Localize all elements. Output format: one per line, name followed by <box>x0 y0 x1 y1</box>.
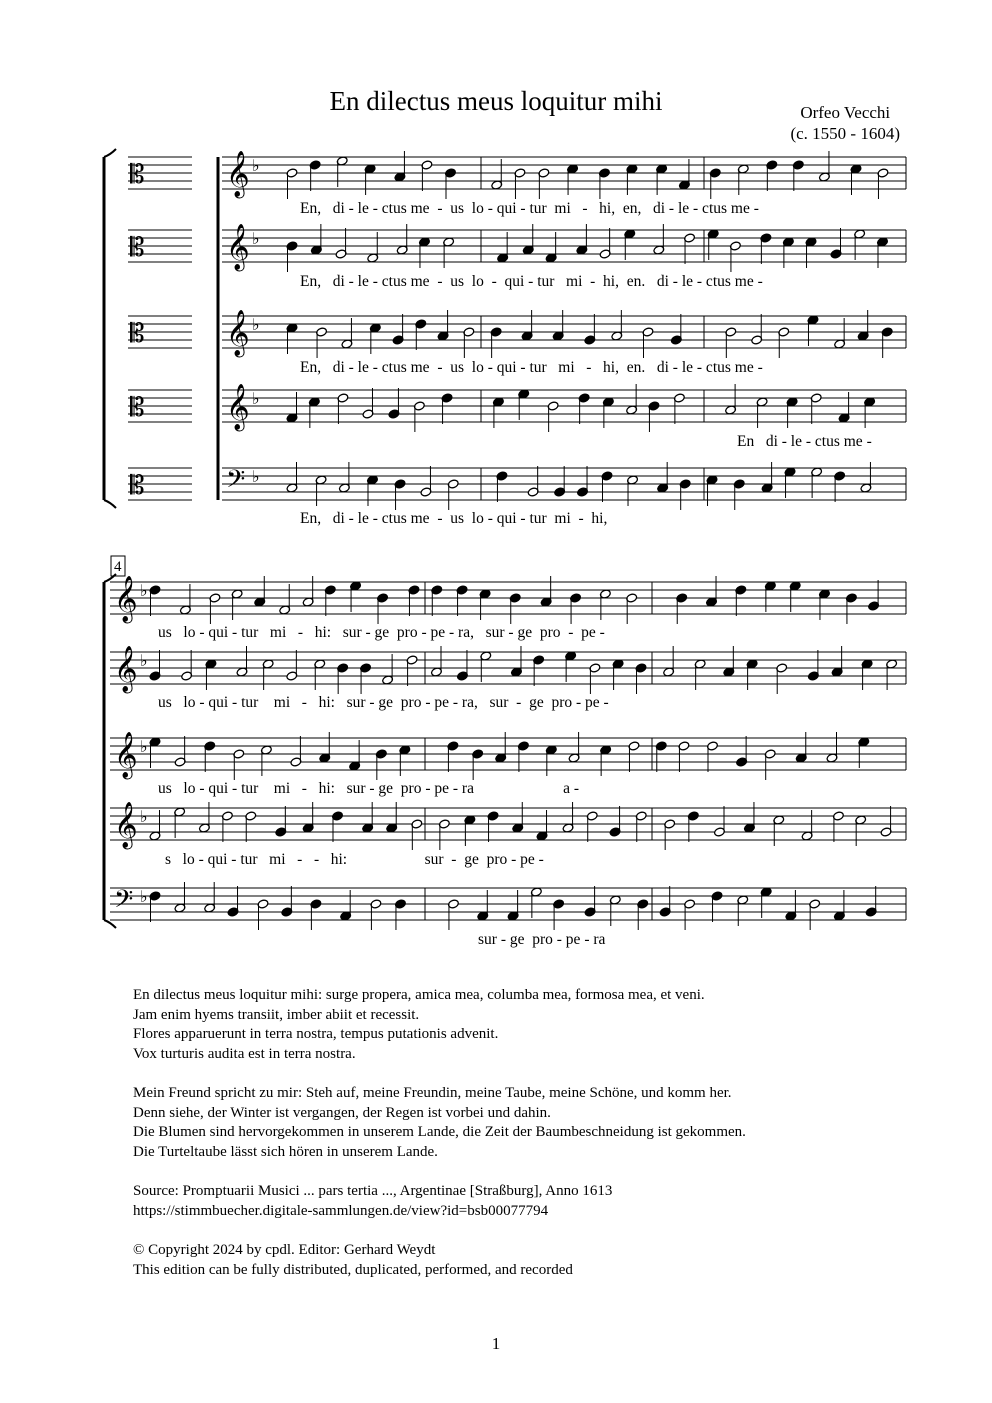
treble-clef-icon: 𝄞 <box>226 224 250 270</box>
measure-number: 4 <box>114 559 122 575</box>
bracket-bottom <box>104 500 116 508</box>
treble-clef-icon: 𝄞 <box>226 151 250 197</box>
lyrics-s2-voice5: sur - ge pro - pe - ra <box>478 931 606 948</box>
lyrics-s2-voice3: us lo - qui - tur mi - hi: sur - ge pro - pe - ra a - <box>158 780 580 797</box>
flat-icon: ♭ <box>252 389 260 408</box>
treble-clef-icon: 𝄞 <box>226 384 250 430</box>
copyright-line: © Copyright 2024 by cpdl. Editor: Gerhard Weydt <box>133 1242 436 1258</box>
treble-clef-icon: 𝄞 <box>114 732 138 778</box>
flat-icon: ♭ <box>140 807 148 826</box>
treble-clef-icon: 𝄞 <box>114 576 138 622</box>
german-line: Denn siehe, der Winter ist vergangen, der Regen ist vorbei und dahin. <box>133 1104 551 1121</box>
flat-icon: ♭ <box>140 737 148 756</box>
german-line: Die Blumen sind hervorgekommen in unserem Lande, die Zeit der Baumbeschneidung ist gekommen. <box>133 1124 746 1140</box>
german-line: Mein Freund spricht zu mir: Steh auf, meine Freundin, meine Taube, meine Schöne, und komm her. <box>133 1085 732 1101</box>
treble-clef-icon: 𝄞 <box>114 802 138 848</box>
flat-icon: ♭ <box>140 581 148 600</box>
lyrics-s1-voice5: En, di - le - ctus me - us lo - qui - tur mi - hi, <box>300 510 608 527</box>
bass-clef-icon: 𝄢 <box>114 885 134 920</box>
flat-icon: ♭ <box>140 887 148 906</box>
lyrics-s2-voice1: us lo - qui - tur mi - hi: sur - ge pro - pe - ra, sur - ge pro - pe - <box>158 624 605 641</box>
latin-line: Vox turturis audita est in terra nostra. <box>133 1045 356 1062</box>
flat-icon: ♭ <box>252 315 260 334</box>
copyright-info <box>133 1241 933 1280</box>
bass-clef-icon: 𝄢 <box>226 465 246 500</box>
source-url[interactable]: https://stimmbuecher.digitale-sammlungen.de/view?id=bsb00077794 <box>133 1202 549 1219</box>
lyrics-s2-voice4: s lo - qui - tur mi - - hi: sur - ge pro - pe - <box>165 851 544 868</box>
composer-dates: (c. 1550 - 1604) <box>790 124 900 143</box>
treble-clef-icon: 𝄞 <box>226 310 250 356</box>
page-number: 1 <box>491 1334 501 1353</box>
flat-icon: ♭ <box>140 651 148 670</box>
latin-text <box>133 986 933 1064</box>
flat-icon: ♭ <box>252 467 260 486</box>
composer-name: Orfeo Vecchi <box>800 103 891 122</box>
bracket-top <box>104 149 116 157</box>
lyrics-s1-voice4: En di - le - ctus me - <box>737 433 872 450</box>
latin-line: En dilectus meus loquitur mihi: surge propera, amica mea, columba mea, formosa mea, et veni. <box>133 987 705 1003</box>
lyrics-s1-voice1: En, di - le - ctus me - us lo - qui - tur mi - hi, en, di - le - ctus me - <box>300 200 759 217</box>
lyrics-s1-voice3: En, di - le - ctus me - us lo - qui - tur mi - hi, en. di - le - ctus me - <box>300 359 763 376</box>
text-section <box>133 986 933 1300</box>
c-clef-icon: 𝄡 <box>130 319 145 349</box>
lyrics-s1-voice2: En, di - le - ctus me - us lo - qui - tur mi - hi, en. di - le - ctus me - <box>300 273 763 290</box>
c-clef-icon: 𝄡 <box>130 160 145 190</box>
lyrics-s2-voice2: us lo - qui - tur mi - hi: sur - ge pro - pe - ra, sur - ge pro - pe - <box>158 694 609 711</box>
treble-clef-icon: 𝄞 <box>114 646 138 692</box>
c-clef-icon: 𝄡 <box>130 471 145 501</box>
source-line: Source: Promptuarii Musici ... pars tertia ..., Argentinae [Straßburg], Anno 1613 <box>133 1183 613 1199</box>
c-clef-icon: 𝄡 <box>130 393 145 423</box>
german-text <box>133 1084 933 1162</box>
latin-line: Flores apparuerunt in terra nostra, tempus putationis advenit. <box>133 1026 499 1042</box>
flat-icon: ♭ <box>252 229 260 248</box>
flat-icon: ♭ <box>252 156 260 175</box>
piece-title: En dilectus meus loquitur mihi <box>329 86 663 116</box>
license-line: This edition can be fully distributed, duplicated, performed, and recorded <box>133 1261 573 1278</box>
latin-line: Jam enim hyems transiit, imber abiit et recessit. <box>133 1006 420 1023</box>
german-line: Die Turteltaube lässt sich hören in unserem Lande. <box>133 1143 438 1160</box>
source-info <box>133 1182 933 1221</box>
c-clef-icon: 𝄡 <box>130 233 145 263</box>
bracket-bottom <box>104 920 116 928</box>
